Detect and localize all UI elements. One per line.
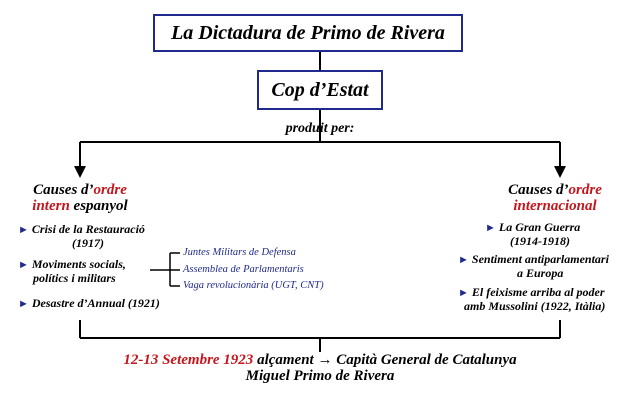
- left-item-annual: [18, 296, 160, 311]
- cop-box: [257, 70, 383, 110]
- right-item-feixisme: [458, 285, 605, 300]
- right-item-feixisme-line2: amb Mussolini (1922, Itàlia): [464, 299, 606, 313]
- triangle-bullet-icon: ►: [18, 298, 29, 310]
- left-item-moviments: [18, 257, 126, 272]
- bottom-line1: [0, 352, 640, 368]
- right-heading-red2: internacional: [513, 198, 597, 214]
- left-item-crisi: [18, 222, 145, 237]
- left-heading: [20, 182, 140, 214]
- triangle-bullet-icon: ►: [485, 222, 496, 234]
- left-heading-text: Causes d’: [33, 182, 94, 198]
- title-box: [153, 14, 463, 52]
- right-heading-red: ordre: [568, 182, 602, 198]
- left-heading-red2: intern: [32, 198, 70, 214]
- left-item-crisi-year: (1917): [72, 236, 104, 250]
- subitem-vaga: Vaga revolucionària (UGT, CNT): [183, 280, 324, 291]
- produit-label: produit per:: [285, 121, 355, 136]
- subitem-assemblea: Assemblea de Parlamentaris: [183, 264, 304, 275]
- right-item-guerra: [485, 220, 580, 235]
- triangle-bullet-icon: ►: [458, 254, 469, 266]
- left-item-label: Moviments socials,: [31, 257, 126, 271]
- left-item-label: Desastre d’Annual (1921): [31, 296, 160, 310]
- diagram-title: La Dictadura de Primo de Rivera: [171, 21, 445, 44]
- cop-label: Cop d’Estat: [271, 78, 369, 101]
- right-heading-text: Causes d’: [508, 182, 569, 198]
- left-heading-red: ordre: [93, 182, 127, 198]
- right-item-label: La Gran Guerra: [498, 220, 581, 234]
- right-item-guerra-years: (1914-1918): [510, 234, 570, 248]
- left-item-moviments-line2: polítics i militars: [33, 271, 116, 285]
- left-heading-text2: espanyol: [69, 198, 128, 214]
- right-item-sentiment: [458, 252, 609, 267]
- bottom-date: 12-13 Setembre 1923: [123, 352, 254, 368]
- right-item-label: El feixisme arriba al poder: [471, 285, 605, 299]
- triangle-bullet-icon: ►: [18, 259, 29, 271]
- bottom-line2: Miguel Primo de Rivera: [245, 368, 395, 384]
- right-item-sentiment-line2: a Europa: [517, 266, 564, 280]
- triangle-bullet-icon: ►: [458, 287, 469, 299]
- right-heading: [480, 182, 630, 214]
- left-item-label: Crisi de la Restauració: [31, 222, 145, 236]
- subitem-juntes: Juntes Militars de Defensa: [183, 247, 296, 258]
- bottom-event: alçament → Capità General de Catalunya: [253, 352, 517, 368]
- right-item-label: Sentiment antiparlamentari: [471, 252, 609, 266]
- triangle-bullet-icon: ►: [18, 224, 29, 236]
